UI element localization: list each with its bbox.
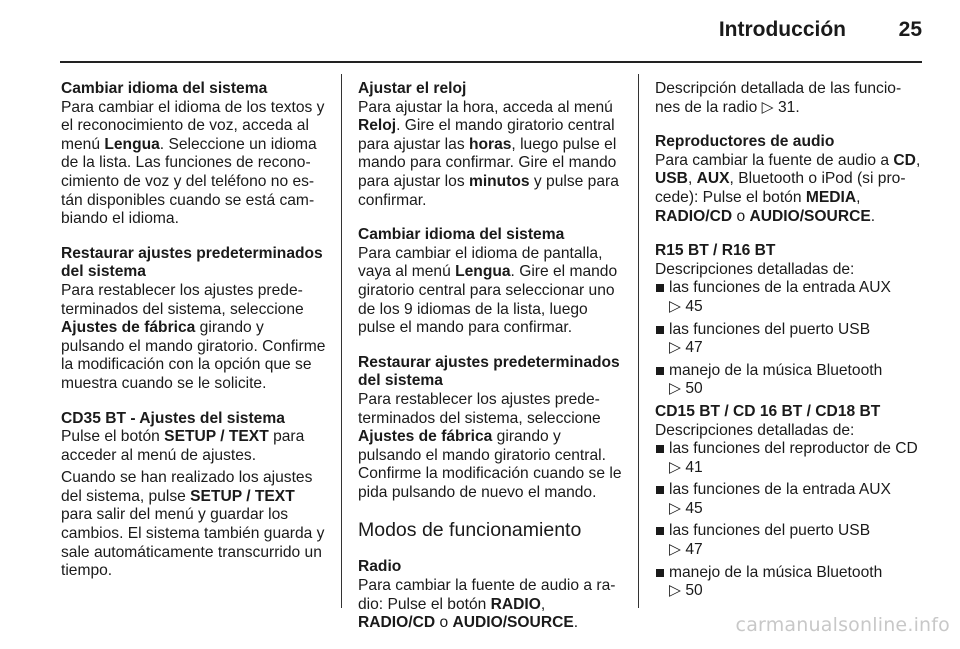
bullet-square-icon [656, 284, 664, 292]
page-reference[interactable]: 31 [777, 98, 796, 116]
section-change-language [358, 226, 624, 338]
text: las funciones de la entrada AUX [669, 279, 891, 297]
text: las funciones del puerto USB [669, 320, 871, 338]
list-item [655, 522, 921, 559]
button-term: AUDIO/SOURCE [749, 207, 871, 225]
menu-term: Ajustes de fábrica [358, 428, 493, 446]
paragraph [358, 245, 624, 338]
button-term: SETUP / TEXT [164, 428, 269, 446]
bullet-square-icon [656, 527, 664, 535]
section-heading: R15 BT / R16 BT [655, 242, 776, 260]
list-item [655, 481, 921, 518]
page-reference-icon: ▷ [669, 380, 681, 398]
page-reference[interactable]: 47 [685, 339, 703, 357]
list-item [655, 564, 921, 601]
list-item [655, 279, 921, 316]
page-reference-icon: ▷ [761, 98, 774, 116]
watermark: carmanualsonline.info [735, 614, 950, 636]
source-term: USB [655, 170, 688, 188]
bullet-list [655, 440, 921, 601]
bullet-square-icon [656, 486, 664, 494]
text: . [573, 614, 579, 632]
section-audio-players [655, 133, 921, 226]
text: Para restablecer los ajustes predeterminados del sistema, seleccione [61, 281, 304, 318]
text: , luego pulse el mando para confirmar. Gire el mando para ajustar los [358, 135, 617, 190]
section-heading: Cambiar idioma del sistema [61, 80, 268, 97]
column-3 [655, 80, 921, 605]
section-restore-defaults [61, 245, 327, 394]
text: . Gire el mando giratorio central para seleccionar uno de los 9 idiomas de la lista, luego pulse el mando para confirmar. [358, 263, 618, 337]
text: Para cambiar el idioma de los textos y el reconocimiento de voz, acceda al menú [61, 98, 325, 153]
list-item [655, 362, 921, 399]
text: Para cambiar el idioma de pantalla, vaya al menú [358, 244, 603, 281]
text: las funciones del reproductor de CD [669, 440, 918, 458]
text: . Seleccione un idioma de la lista. Las funciones de reconocimiento de voz y del teléfono no están disponibles cuando se está cambiando el idioma. [61, 135, 317, 228]
section-radio [358, 558, 624, 632]
paragraph [61, 99, 327, 229]
text: Para restablecer los ajustes predeterminados del sistema, seleccione [358, 390, 601, 427]
column-divider-1 [341, 74, 342, 608]
page-title: Introducción [718, 18, 846, 41]
section-title: Modos de funcionamiento [358, 519, 582, 542]
text: las funciones de la entrada AUX [669, 481, 891, 499]
page-reference-icon: ▷ [669, 582, 681, 600]
text: , Bluetooth o iPod (si procede): Pulse el botón [655, 170, 906, 206]
paragraph [655, 152, 921, 226]
paragraph [61, 469, 327, 581]
button-term: RADIO/CD [358, 614, 436, 632]
page-reference-icon: ▷ [669, 339, 681, 357]
page-header [60, 0, 922, 63]
section-change-language [61, 80, 327, 229]
section-heading: Restaurar ajustes predeterminados del sistema [358, 353, 620, 390]
text: Pulse el botón [61, 428, 165, 446]
text: manejo de la música Bluetooth [669, 563, 883, 581]
text: girando y pulsando el mando giratorio. Confirme la modificación con la opción que se muestra cuando se le solicite. [61, 319, 326, 392]
section-heading: Cambiar idioma del sistema [358, 226, 565, 244]
bullet-square-icon [656, 326, 664, 334]
page-reference-icon: ▷ [669, 541, 681, 559]
text: Para ajustar la hora, acceda al menú [358, 98, 613, 116]
text: Para cambiar la fuente de audio a [655, 151, 894, 169]
menu-term: minutos [468, 172, 530, 190]
page-reference[interactable]: 50 [685, 380, 703, 398]
paragraph [358, 99, 624, 211]
text: o [435, 614, 453, 632]
section-heading: Restaurar ajustes predeterminados del sistema [61, 244, 323, 281]
list-item [655, 440, 921, 477]
bullet-square-icon [656, 445, 664, 453]
paragraph [358, 391, 624, 503]
bullet-square-icon [656, 569, 664, 577]
button-term: RADIO/CD [655, 207, 733, 225]
paragraph [655, 80, 921, 117]
paragraph [61, 428, 327, 465]
text: , [915, 151, 921, 169]
column-divider-2 [638, 74, 639, 608]
menu-term: Reloj [358, 117, 397, 135]
column-2 [358, 80, 624, 649]
section-heading: Reproductores de audio [655, 133, 835, 151]
text: . Gire el mando giratorio central para ajustar las [358, 117, 615, 153]
text: para salir del menú y guardar los cambios. El sistema también guarda y sale automáticamente transcurrido un tiempo. [61, 506, 325, 580]
text: Para cambiar la fuente de audio a radio: Pulse el botón [358, 577, 616, 613]
bullet-square-icon [656, 367, 664, 375]
button-term: SETUP / TEXT [190, 487, 295, 505]
text: las funciones del puerto USB [669, 522, 871, 540]
text: y pulse para confirmar. [358, 172, 619, 209]
menu-term: Ajustes de fábrica [61, 319, 196, 337]
source-term: AUX [696, 170, 730, 188]
text: o [732, 207, 750, 225]
page-reference[interactable]: 47 [685, 541, 703, 559]
section-heading: Ajustar el reloj [358, 80, 467, 97]
menu-term: Lengua [104, 135, 160, 153]
button-term: AUDIO/SOURCE [452, 614, 574, 632]
list-intro: Descripciones detalladas de: [655, 421, 855, 439]
list-item [655, 321, 921, 358]
text: Cuando se han realizado los ajustes del sistema, pulse [61, 469, 313, 505]
section-heading: Radio [358, 558, 402, 576]
section-r15-r16 [655, 242, 921, 399]
column-1 [61, 80, 327, 597]
section-cd15-cd16-cd18 [655, 403, 921, 601]
text: . [795, 98, 800, 116]
page-reference[interactable]: 41 [685, 458, 703, 476]
menu-term: horas [468, 135, 512, 153]
page-reference-icon: ▷ [669, 458, 681, 476]
page-reference[interactable]: 45 [685, 297, 703, 315]
text: , [540, 595, 546, 613]
paragraph [61, 282, 327, 394]
source-term: CD [893, 151, 916, 169]
page-reference[interactable]: 45 [685, 499, 703, 517]
bullet-list [655, 279, 921, 399]
section-cd35-settings [61, 410, 327, 466]
section-heading: CD15 BT / CD 16 BT / CD18 BT [655, 402, 881, 420]
list-intro: Descripciones detalladas de: [655, 260, 855, 278]
menu-term: Lengua [455, 263, 511, 281]
section-heading: CD35 BT - Ajustes del sistema [61, 409, 285, 427]
button-term: RADIO [490, 595, 541, 613]
section-set-clock [358, 80, 624, 210]
page-number: 25 [898, 18, 922, 41]
page-reference[interactable]: 50 [685, 582, 703, 600]
text: girando y pulsando el mando giratorio central. Confirme la modificación cuando se le pida pulsando de nuevo el mando. [358, 428, 622, 501]
text: . [870, 207, 876, 225]
text: para acceder al menú de ajustes. [61, 428, 305, 464]
text: , [856, 188, 861, 206]
text: Descripción detallada de las funciones de la radio [655, 80, 902, 116]
page-reference-icon: ▷ [669, 499, 681, 517]
text: , [687, 170, 697, 188]
button-term: MEDIA [805, 188, 857, 206]
paragraph [358, 577, 624, 633]
section-restore-defaults [358, 354, 624, 503]
page-reference-icon: ▷ [669, 297, 681, 315]
text: manejo de la música Bluetooth [669, 361, 883, 379]
